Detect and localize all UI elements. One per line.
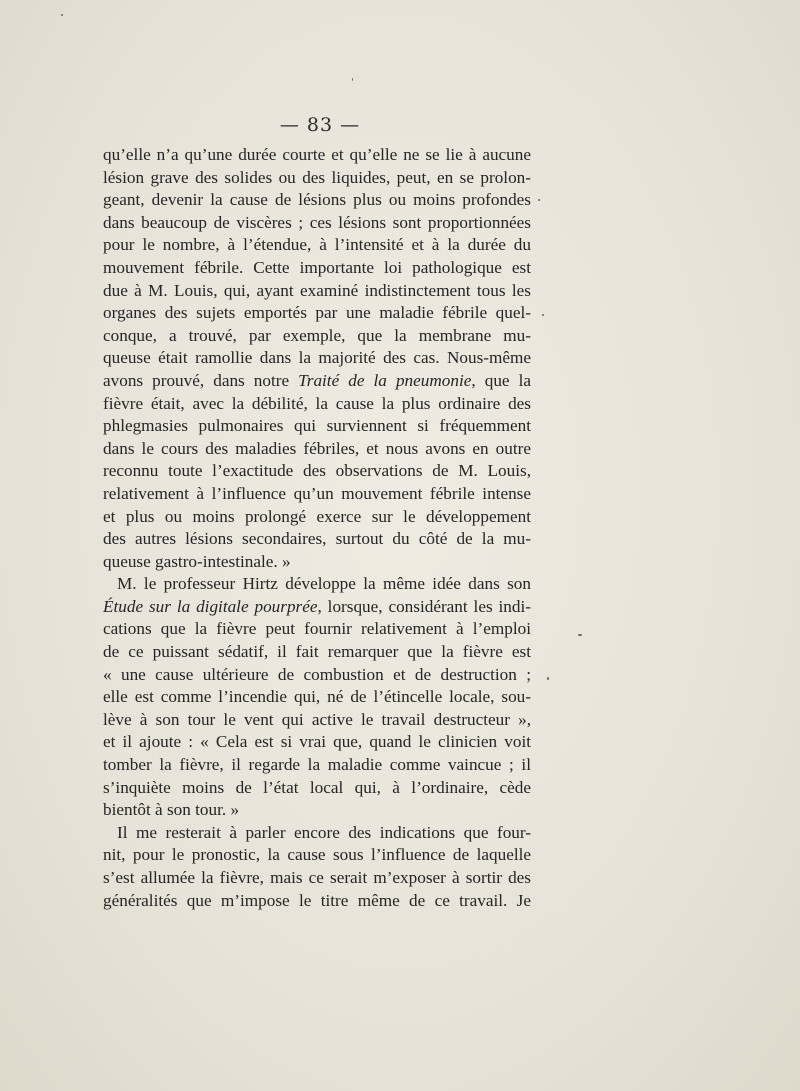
text-line	[103, 370, 531, 393]
text-line: nit, pour le pronostic, la cause sous l’influence de laquelle	[103, 845, 531, 865]
text-line: dans beaucoup de viscères ; ces lésions sont proportionnées	[103, 212, 531, 232]
text-line: et il ajoute : « Cela est si vrai que, quand le clinicien voit	[103, 732, 531, 752]
text-line: « une cause ultérieure de combustion et de destruction ;	[103, 664, 531, 684]
text-line: relativement à l’influence qu’un mouvement fébrile intense	[103, 483, 531, 503]
paper-speck	[578, 634, 582, 636]
text-line: lève à son tour le vent qui active le travail destructeur »,	[103, 709, 531, 729]
text-line: conque, a trouvé, par exemple, que la membrane mu-	[103, 325, 531, 345]
text-line: lésion grave des solides ou des liquides, peut, en se prolon-	[103, 167, 531, 187]
paper-speck	[352, 78, 353, 81]
text-run: avons prouvé, dans notre	[103, 370, 299, 390]
text-line: queuse était ramollie dans la majorité des cas. Nous-même	[103, 348, 531, 368]
text-line: queuse gastro-intestinale. »	[103, 551, 291, 571]
text-line: s’est allumée la fièvre, mais ce serait m’exposer à sortir des	[103, 868, 531, 887]
text-line: M. le professeur Hirtz développe la même idée dans son	[117, 574, 531, 594]
text-line: s’inquiète moins de l’état local qui, à l’ordinaire, cède	[103, 777, 531, 797]
text-line: fièvre était, avec la débilité, la cause la plus ordinaire des	[103, 393, 531, 413]
text-line: bientôt à son tour. »	[103, 800, 240, 820]
text-line: des autres lésions secondaires, surtout du côté de la mu-	[103, 529, 531, 549]
paper-speck	[542, 314, 544, 316]
text-line: pour le nombre, à l’étendue, à l’intensité et à la durée du	[103, 235, 531, 255]
paper-speck	[61, 14, 63, 16]
page-number: — 83 —	[279, 114, 361, 136]
text-run: , que la	[471, 370, 531, 390]
text-line: cations que la fièvre peut fournir relativement à l’emploi	[103, 619, 531, 639]
book-title-italic: Étude sur la digitale pourprée	[103, 596, 318, 616]
text-run: , lorsque, considérant les indi-	[317, 596, 531, 616]
text-line: de ce puissant sédatif, il fait remarquer que la fièvre est	[103, 642, 531, 662]
body-text	[103, 144, 531, 912]
book-title-italic: Traité de la pneumonie	[298, 370, 472, 390]
text-line: généralités que m’impose le titre même de ce travail. Je	[103, 890, 531, 910]
text-line: reconnu toute l’exactitude des observations de M. Louis,	[103, 461, 531, 481]
text-line	[103, 596, 531, 619]
text-line: organes des sujets emportés par une maladie fébrile quel-	[103, 303, 531, 323]
text-line: due à M. Louis, qui, ayant examiné indistinctement tous les	[103, 280, 531, 300]
text-line: geant, devenir la cause de lésions plus ou moins profondes	[103, 190, 531, 210]
text-line: qu’elle n’a qu’une durée courte et qu’elle ne se lie à aucune	[103, 145, 531, 164]
text-line: phlegmasies pulmonaires qui surviennent si fréquemment	[103, 416, 531, 436]
text-line: mouvement fébrile. Cette importante loi pathologique est	[103, 257, 531, 277]
text-line: et plus ou moins prolongé exerce sur le développement	[103, 506, 531, 526]
text-line: dans le cours des maladies fébriles, et nous avons en outre	[103, 438, 531, 458]
text-line: tomber la fièvre, il regarde la maladie comme vaincue ; il	[103, 755, 531, 775]
paper-speck	[538, 199, 540, 201]
paper-speck	[547, 677, 549, 680]
text-line: Il me resterait à parler encore des indications que four-	[117, 822, 531, 842]
text-line: elle est comme l’incendie qui, né de l’étincelle locale, sou-	[103, 687, 531, 707]
